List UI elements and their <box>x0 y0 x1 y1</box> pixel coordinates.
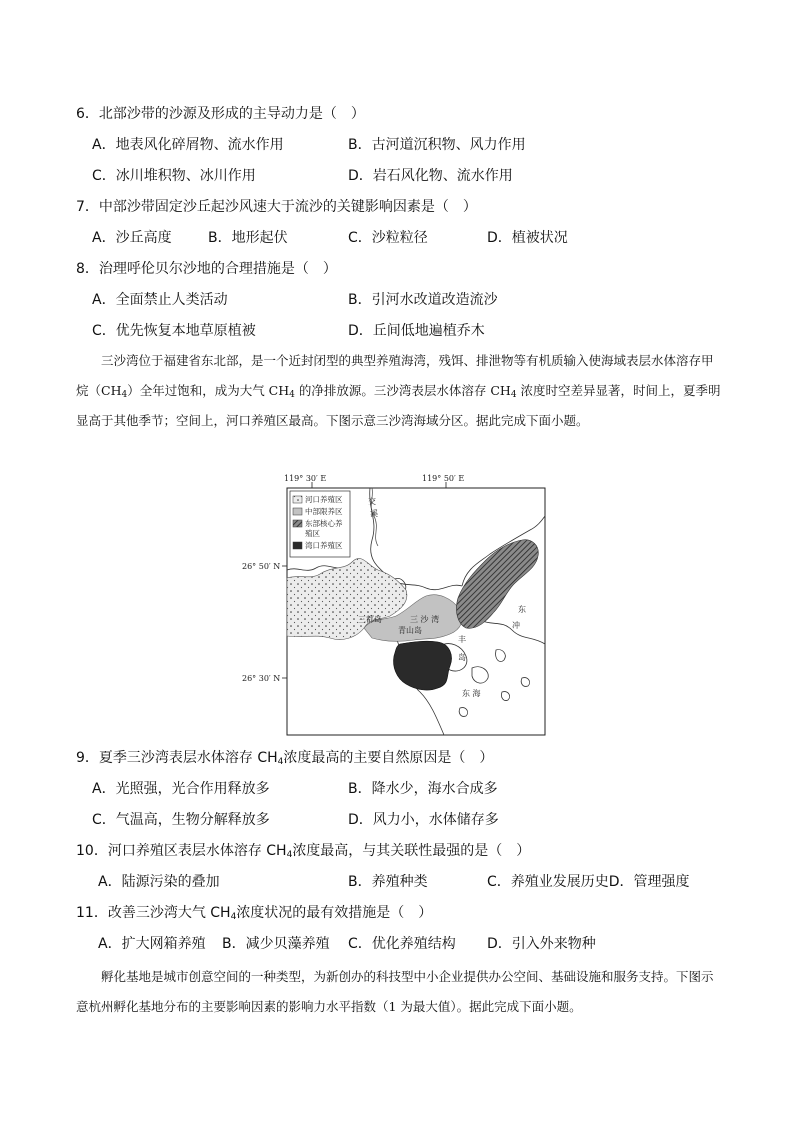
q8-option-a: A．全面禁止人类活动 <box>92 292 228 308</box>
legend-bay-mouth: 湾口养殖区 <box>305 541 343 550</box>
label-dao: 岛 <box>458 653 466 662</box>
lat-label-2: 26° 30′ N <box>242 674 281 683</box>
q7-stem: 7．中部沙带固定沙丘起沙风速大于流沙的关键影响因素是（ ） <box>76 199 477 215</box>
q11-option-d: D．引入外来物种 <box>487 936 596 952</box>
q11-option-b: B．减少贝藻养殖 <box>222 936 330 952</box>
passage-sansha-bay: 三沙湾位于福建省东北部，是一个近封闭型的典型养殖海湾，残饵、排泄物等有机质输入使海域表层水体溶存甲烷$(CH_4)$全年过饱和，成为大气 $CH_4$ 的净排放源。三沙湾表层水体溶存 $CH_4$ 浓度时空差异显著，时间上，夏季明显高于其他季节；空间上，河口养殖区最高。下图示意三沙湾海域分区。据此完成下面小题。 <box>76 353 721 428</box>
legend-estuary: 河口养殖区 <box>305 495 343 504</box>
map-legend <box>290 491 350 557</box>
q7-option-c: C．沙粒粒径 <box>348 230 428 246</box>
q10-option-a: A．陆源污染的叠加 <box>98 874 220 890</box>
q10-stem: 10．河口养殖区表层水体溶存 $CH_4$浓度最高，与其关联性最强的是（ ） <box>76 843 531 860</box>
q10-option-b: B．养殖种类 <box>348 874 428 890</box>
label-sandou: 三都岛 <box>358 615 382 624</box>
lon-label-2: 119° 50′ E <box>422 474 465 483</box>
q11-stem: 11．改善三沙湾大气 $CH_4$浓度状况的最有效措施是（ ） <box>76 905 433 922</box>
q9-option-b: B．降水少，海水合成多 <box>348 781 498 797</box>
q9-option-a: A．光照强，光合作用释放多 <box>92 781 270 797</box>
q7-option-b: B．地形起伏 <box>208 230 288 246</box>
label-qingshan: 青山岛 <box>398 626 422 635</box>
label-jiaoxi-2: 溪 <box>370 509 378 518</box>
q10-option-cd: C．养殖业发展历史D．管理强度 <box>487 874 690 890</box>
label-dong: 东 <box>518 605 526 614</box>
label-sanshawan: 三 沙 湾 <box>410 615 440 624</box>
q7-option-a: A．沙丘高度 <box>92 230 172 246</box>
legend-central: 中部限养区 <box>305 507 343 516</box>
q7-option-d: D．植被状况 <box>487 230 568 246</box>
q9-option-c: C．气温高，生物分解释放多 <box>92 812 270 828</box>
label-chong: 冲 <box>512 621 520 630</box>
label-donghai: 东 海 <box>462 689 481 698</box>
q11-option-a: A．扩大网箱养殖 <box>98 936 206 952</box>
label-feng: 丰 <box>458 635 466 644</box>
lat-label-1: 26° 50′ N <box>242 562 281 571</box>
q6-option-b: B．古河道沉积物、风力作用 <box>348 137 526 153</box>
q6-option-d: D．岩石风化物、流水作用 <box>348 168 513 184</box>
q9-option-d: D．风力小，水体储存多 <box>348 812 499 828</box>
q8-stem: 8．治理呼伦贝尔沙地的合理措施是（ ） <box>76 261 337 277</box>
q11-option-c: C．优化养殖结构 <box>348 936 456 952</box>
q8-option-b: B．引河水改道改造流沙 <box>348 292 498 308</box>
q9-stem: 9．夏季三沙湾表层水体溶存 $CH_4$浓度最高的主要自然原因是（ ） <box>76 750 494 767</box>
q8-option-d: D．丘间低地遍植乔木 <box>348 323 485 339</box>
legend-eastern-core-1: 东部核心养 <box>305 519 343 528</box>
q8-option-c: C．优先恢复本地草原植被 <box>92 323 256 339</box>
label-jiaoxi-1: 交 <box>368 497 376 506</box>
lon-label-1: 119° 30′ E <box>284 474 327 483</box>
q6-option-a: A．地表风化碎屑物、流水作用 <box>92 137 284 153</box>
legend-eastern-core-2: 殖区 <box>305 529 320 538</box>
q6-stem: 6．北部沙带的沙源及形成的主导动力是（ ） <box>76 106 365 122</box>
passage-incubator: 孵化基地是城市创意空间的一种类型，为新创办的科技型中小企业提供办公空间、基础设施和服务支持。下图示意杭州孵化基地分布的主要影响因素的影响力水平指数（1 为最大值）。据此完成下面小题。 <box>76 969 714 1014</box>
q6-option-c: C．冰川堆积物、冰川作用 <box>92 168 256 184</box>
sansha-bay-zoning-map <box>240 470 550 736</box>
